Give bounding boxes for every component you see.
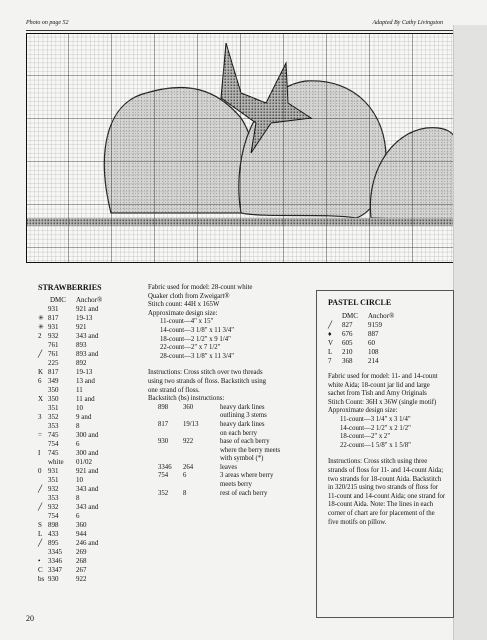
- strawberries-key-row-cell: 9 and: [76, 413, 92, 421]
- size-line: 28-count—3 1/8" x 11 3/4": [160, 352, 235, 360]
- strawberries-key-row-cell: 921 and: [76, 467, 99, 475]
- strawberries-key-row-cell: 19-13: [76, 314, 93, 322]
- pastel-key-row-cell: V: [328, 339, 334, 347]
- backstitch-cell: heavy dark lines: [220, 420, 265, 428]
- strawberries-key-row-cell: I: [38, 449, 41, 457]
- strawberries-key-row-cell: 6: [76, 440, 80, 448]
- backstitch-row: [148, 430, 313, 439]
- pastel-instruction-line: 11-count and 14-count Aida; one strand for: [328, 492, 446, 500]
- strawberries-key-row: [38, 377, 138, 386]
- strawberries-key-row-cell: •: [38, 557, 41, 565]
- pastel-key-row-cell: 605: [342, 339, 353, 347]
- strawberries-key-row-cell: 921: [76, 323, 87, 331]
- pastel-key-row-cell: 60: [368, 339, 375, 347]
- pastel-size-line: 22-count—1 5/8" x 1 5/8": [340, 441, 411, 449]
- strawberries-key-row-cell: 360: [76, 521, 87, 529]
- strawberries-key-row-cell: C: [38, 566, 43, 574]
- pastel-key-row-cell: 9159: [368, 321, 382, 329]
- strawberries-key-row: [38, 404, 138, 413]
- pastel-key-row: [328, 321, 448, 330]
- pastel-col-anchor: Anchor®: [368, 312, 395, 320]
- pastel-instruction-line: 18-count Aida. Note: The lines in each: [328, 501, 434, 509]
- backstitch-cell: 3 areas where berry: [220, 472, 274, 480]
- strawberries-key-row-cell: 10: [76, 404, 83, 412]
- strawberries-key-row-cell: 0: [38, 467, 42, 475]
- strawberries-key-row: [38, 440, 138, 449]
- strawberries-key-row: [38, 566, 138, 575]
- strawberries-key-row-cell: 246 and: [76, 539, 99, 547]
- strawberries-key-row-cell: 2: [38, 332, 42, 340]
- size-line: 18-count—2 1/2" x 9 1/4": [160, 335, 231, 343]
- strawberries-key-row-cell: 932: [48, 332, 59, 340]
- col-dmc-label: DMC: [50, 296, 66, 304]
- pastel-key-row-cell: ♦: [328, 330, 332, 338]
- strawberries-key-row-cell: 8: [76, 422, 80, 430]
- pastel-key-row-cell: 676: [342, 330, 353, 338]
- pastel-instruction-line: in 320/215 using two strands of floss for: [328, 484, 439, 492]
- strawberries-key-row: [38, 449, 138, 458]
- strawberries-key-row: [38, 323, 138, 332]
- size-line: 22-count—2" x 7 1/2": [160, 344, 221, 352]
- pastel-key: [328, 312, 448, 366]
- strawberries-key-row-cell: 817: [48, 314, 59, 322]
- pastel-key-row-cell: 214: [368, 357, 379, 365]
- strawberries-key-row-cell: K: [38, 368, 44, 376]
- backstitch-row: [148, 404, 313, 413]
- strawberries-key-row-cell: 350: [48, 395, 59, 403]
- strawberries-key-row-cell: 352: [48, 413, 59, 421]
- pastel-details: [328, 373, 450, 527]
- backstitch-cell: with symbol (*): [220, 455, 264, 463]
- strawberries-key-row-cell: 268: [76, 557, 87, 565]
- strawberries-key-row: [38, 575, 138, 584]
- strawberries-key-row-cell: 433: [48, 530, 59, 538]
- strawberries-key-row-cell: 931: [48, 323, 59, 331]
- strawberries-key-row-cell: ✳: [38, 314, 44, 322]
- strawberries-key-row-cell: 921 and: [76, 305, 99, 313]
- pastel-key-row-cell: ╱: [328, 321, 333, 329]
- backstitch-cell: on each berry: [220, 429, 257, 437]
- strawberries-key-row: [38, 485, 138, 494]
- strawberries-key-row-cell: 893 and: [76, 350, 99, 358]
- strawberries-key-row-cell: 754: [48, 512, 59, 520]
- strawberries-key-row: [38, 413, 138, 422]
- pastel-fabric-line: sachet from Tish and Amy Originals: [328, 390, 427, 398]
- strawberries-key-row-cell: ╱: [38, 539, 43, 547]
- strawberries-key-row: [38, 548, 138, 557]
- strawberries-key-row-cell: 353: [48, 494, 59, 502]
- pastel-key-row: [328, 330, 448, 339]
- backstitch-row: [148, 421, 313, 430]
- backstitch-cell: 19/13: [183, 420, 199, 428]
- strawberries-key-row-cell: 761: [48, 350, 59, 358]
- strawberries-key-row-cell: 13 and: [76, 377, 95, 385]
- strawberries-key-row-cell: 349: [48, 377, 59, 385]
- strawberries-key-row-cell: 8: [76, 494, 80, 502]
- strawberries-key-row: [38, 422, 138, 431]
- backstitch-row: [148, 464, 313, 473]
- pastel-fabric-line: Approximate design size:: [328, 407, 398, 415]
- backstitch-cell: base of each berry: [220, 438, 270, 446]
- strawberries-key-row-cell: 269: [76, 548, 87, 556]
- strawberries-key-row-cell: 895: [48, 539, 59, 547]
- pastel-instruction-line: Instructions: Cross stitch using three: [328, 458, 428, 466]
- strawberries-key-row: [38, 368, 138, 377]
- strawberries-key-row: [38, 341, 138, 350]
- strawberries-key-row-cell: 351: [48, 404, 59, 412]
- strawberries-key-row-cell: 3346: [48, 557, 62, 565]
- strawberries-key-row: [38, 431, 138, 440]
- strawberries-key-row-cell: ╱: [38, 503, 43, 511]
- pastel-key-row: [328, 357, 448, 366]
- backstitch-cell: meets berry: [220, 481, 252, 489]
- backstitch-cell: heavy dark lines: [220, 403, 265, 411]
- strawberries-key-row-cell: 893: [76, 341, 87, 349]
- backstitch-cell: outlining 3 stems: [220, 412, 267, 420]
- strawberries-key-row: [38, 350, 138, 359]
- strawberries-key-row-cell: 6: [76, 512, 80, 520]
- pastel-key-header: [328, 312, 448, 321]
- strawberries-key-row-cell: 3347: [48, 566, 62, 574]
- pastel-instruction-line: corner of chart are for placement of the: [328, 509, 435, 517]
- strawberries-key-row: [38, 386, 138, 395]
- backstitch-cell: 3346: [158, 463, 172, 471]
- col-anchor-label: Anchor®: [76, 296, 103, 304]
- backstitch-cell: where the berry meets: [220, 446, 281, 454]
- header-credit: Adapted By Cathy Livingston: [372, 20, 443, 26]
- strawberries-key-row-cell: ✳: [38, 323, 44, 331]
- strawberries-key-row-cell: 267: [76, 566, 87, 574]
- strawberries-key-row-cell: 300 and: [76, 431, 99, 439]
- strawberries-key-row-cell: 932: [48, 503, 59, 511]
- strawberries-key-row: [38, 539, 138, 548]
- strawberries-key-row: [38, 332, 138, 341]
- strawberries-key-row-cell: 754: [48, 440, 59, 448]
- strawberries-key-row: [38, 314, 138, 323]
- strawberries-key-header: [38, 296, 138, 305]
- strawberries-key-row-cell: S: [38, 521, 42, 529]
- backstitch-cell: rest of each berry: [220, 489, 268, 497]
- pastel-fabric-line: Fabric used for model: 11- and 14-count: [328, 373, 438, 380]
- strawberries-key-row-cell: =: [38, 431, 42, 439]
- page-edge-shadow: [453, 25, 487, 640]
- backstitch-row: [148, 490, 313, 499]
- fabric-line: Quaker cloth from Zweigart®: [148, 292, 230, 300]
- strawberries-key-row: [38, 467, 138, 476]
- pastel-key-row-cell: 108: [368, 348, 379, 356]
- strawberries-title: STRAWBERRIES: [38, 283, 102, 292]
- fabric-line: Fabric used for model: 28-count white: [148, 284, 253, 291]
- size-line: 14-count—3 1/8" x 11 3/4": [160, 326, 235, 334]
- strawberries-details: [148, 284, 313, 498]
- strawberries-key-row-cell: 817: [48, 368, 59, 376]
- strawberries-key-row: [38, 512, 138, 521]
- pastel-key-row-cell: 887: [368, 330, 379, 338]
- backstitch-cell: 6: [183, 472, 187, 480]
- strawberries-key-row-cell: 11: [76, 386, 83, 394]
- strawberries-key-row-cell: 931: [48, 305, 59, 313]
- pastel-key-row: [328, 348, 448, 357]
- strawberries-key-row-cell: 225: [48, 359, 59, 367]
- strawberries-key-row-cell: 10: [76, 476, 83, 484]
- strawberries-key-row-cell: 3345: [48, 548, 62, 556]
- strawberries-key-row: [38, 359, 138, 368]
- strawberries-key-row-cell: 351: [48, 476, 59, 484]
- pastel-size-line: 14-count—2 1/2" x 2 1/2": [340, 424, 411, 432]
- pastel-key-row: [328, 339, 448, 348]
- instruction-line: Backstitch (bs) instructions:: [148, 395, 225, 403]
- instruction-line: using two strands of floss. Backstitch using: [148, 377, 266, 385]
- strawberries-key-row-cell: white: [48, 458, 64, 466]
- strawberries-key-row-cell: 350: [48, 386, 59, 394]
- strawberries-key-row-cell: 6: [38, 377, 42, 385]
- strawberries-key: [38, 296, 138, 584]
- pastel-instruction-line: strands of floss for 11- and 14-count Aida;: [328, 466, 444, 474]
- cross-stitch-chart: [26, 33, 456, 263]
- strawberries-key-row: [38, 557, 138, 566]
- strawberries-key-row-cell: 343 and: [76, 503, 99, 511]
- pastel-key-row-cell: 368: [342, 357, 353, 365]
- strawberries-key-row-cell: 3: [38, 413, 42, 421]
- backstitch-cell: 922: [183, 438, 194, 446]
- strawberries-key-row-cell: 343 and: [76, 332, 99, 340]
- fabric-line: Stitch count: 44H x 165W: [148, 301, 220, 309]
- strawberries-key-row-cell: 745: [48, 431, 59, 439]
- strawberries-key-row: [38, 530, 138, 539]
- strawberries-key-row: [38, 458, 138, 467]
- strawberries-key-row-cell: 932: [48, 485, 59, 493]
- backstitch-cell: 898: [158, 403, 169, 411]
- backstitch-cell: 754: [158, 472, 169, 480]
- strawberries-key-row-cell: 353: [48, 422, 59, 430]
- backstitch-row: [148, 438, 313, 447]
- pastel-fabric-line: Stitch Count: 36H x 36W (single motif): [328, 398, 437, 406]
- header-photo-note: Photo on page 52: [26, 20, 69, 26]
- strawberries-key-row-cell: L: [38, 530, 43, 538]
- backstitch-row: [148, 447, 313, 456]
- backstitch-cell: 930: [158, 438, 169, 446]
- pastel-key-row-cell: 827: [342, 321, 353, 329]
- pastel-fabric-line: white Aida; 18-count jar lid and large: [328, 381, 430, 389]
- strawberries-key-row: [38, 521, 138, 530]
- strawberries-key-row-cell: 19-13: [76, 368, 93, 376]
- strawberries-key-row: [38, 476, 138, 485]
- strawberries-key-row-cell: 922: [76, 575, 87, 583]
- page-number: 20: [26, 614, 34, 623]
- strawberries-key-row: [38, 395, 138, 404]
- header-rule: [26, 30, 456, 31]
- strawberries-key-row-cell: 01/02: [76, 458, 92, 466]
- strawberries-key-row-cell: 931: [48, 467, 59, 475]
- strawberries-key-row: [38, 305, 138, 314]
- strawberries-key-row: [38, 503, 138, 512]
- backstitch-cell: 352: [158, 489, 169, 497]
- strawberries-key-row-cell: X: [38, 395, 44, 403]
- instruction-line: Instructions: Cross stitch over two threads: [148, 369, 263, 377]
- pastel-key-row-cell: L: [328, 348, 333, 356]
- size-line: 11-count—4" x 15": [160, 318, 214, 326]
- strawberries-key-row: [38, 494, 138, 503]
- strawberries-key-row-cell: 944: [76, 530, 87, 538]
- backstitch-row: [148, 455, 313, 464]
- fabric-line: Approximate design size:: [148, 309, 218, 317]
- backstitch-cell: 8: [183, 489, 187, 497]
- backstitch-cell: 360: [183, 403, 194, 411]
- backstitch-row: [148, 481, 313, 490]
- backstitch-row: [148, 472, 313, 481]
- strawberries-key-row-cell: 761: [48, 341, 59, 349]
- strawberries-key-row-cell: 11 and: [76, 395, 95, 403]
- strawberries-key-row-cell: 892: [76, 359, 87, 367]
- strawberries-key-row-cell: 930: [48, 575, 59, 583]
- strawberries-key-row-cell: 300 and: [76, 449, 99, 457]
- pastel-title: PASTEL CIRCLE: [328, 298, 392, 307]
- backstitch-cell: 817: [158, 420, 169, 428]
- pastel-col-dmc: DMC: [342, 312, 358, 320]
- pastel-instruction-line: five motifs on pillow.: [328, 518, 387, 526]
- backstitch-cell: 264: [183, 463, 194, 471]
- strawberries-key-row-cell: ╱: [38, 485, 43, 493]
- pastel-key-row-cell: 7: [328, 357, 332, 365]
- strawberries-key-row-cell: bs: [38, 575, 45, 583]
- pastel-instruction-line: two strands for 18-count Aida. Backstitch: [328, 475, 442, 483]
- pastel-size-line: 18-count—2" x 2": [340, 433, 391, 441]
- strawberries-key-row-cell: 343 and: [76, 485, 99, 493]
- strawberries-key-row-cell: ╱: [38, 350, 43, 358]
- backstitch-cell: leaves: [220, 463, 237, 471]
- instruction-line: one strand of floss.: [148, 386, 200, 394]
- pastel-key-row-cell: 210: [342, 348, 353, 356]
- strawberries-key-row-cell: 898: [48, 521, 59, 529]
- pastel-size-line: 11-count—3 1/4" x 3 1/4": [340, 415, 411, 423]
- backstitch-row: [148, 412, 313, 421]
- strawberries-key-row-cell: 745: [48, 449, 59, 457]
